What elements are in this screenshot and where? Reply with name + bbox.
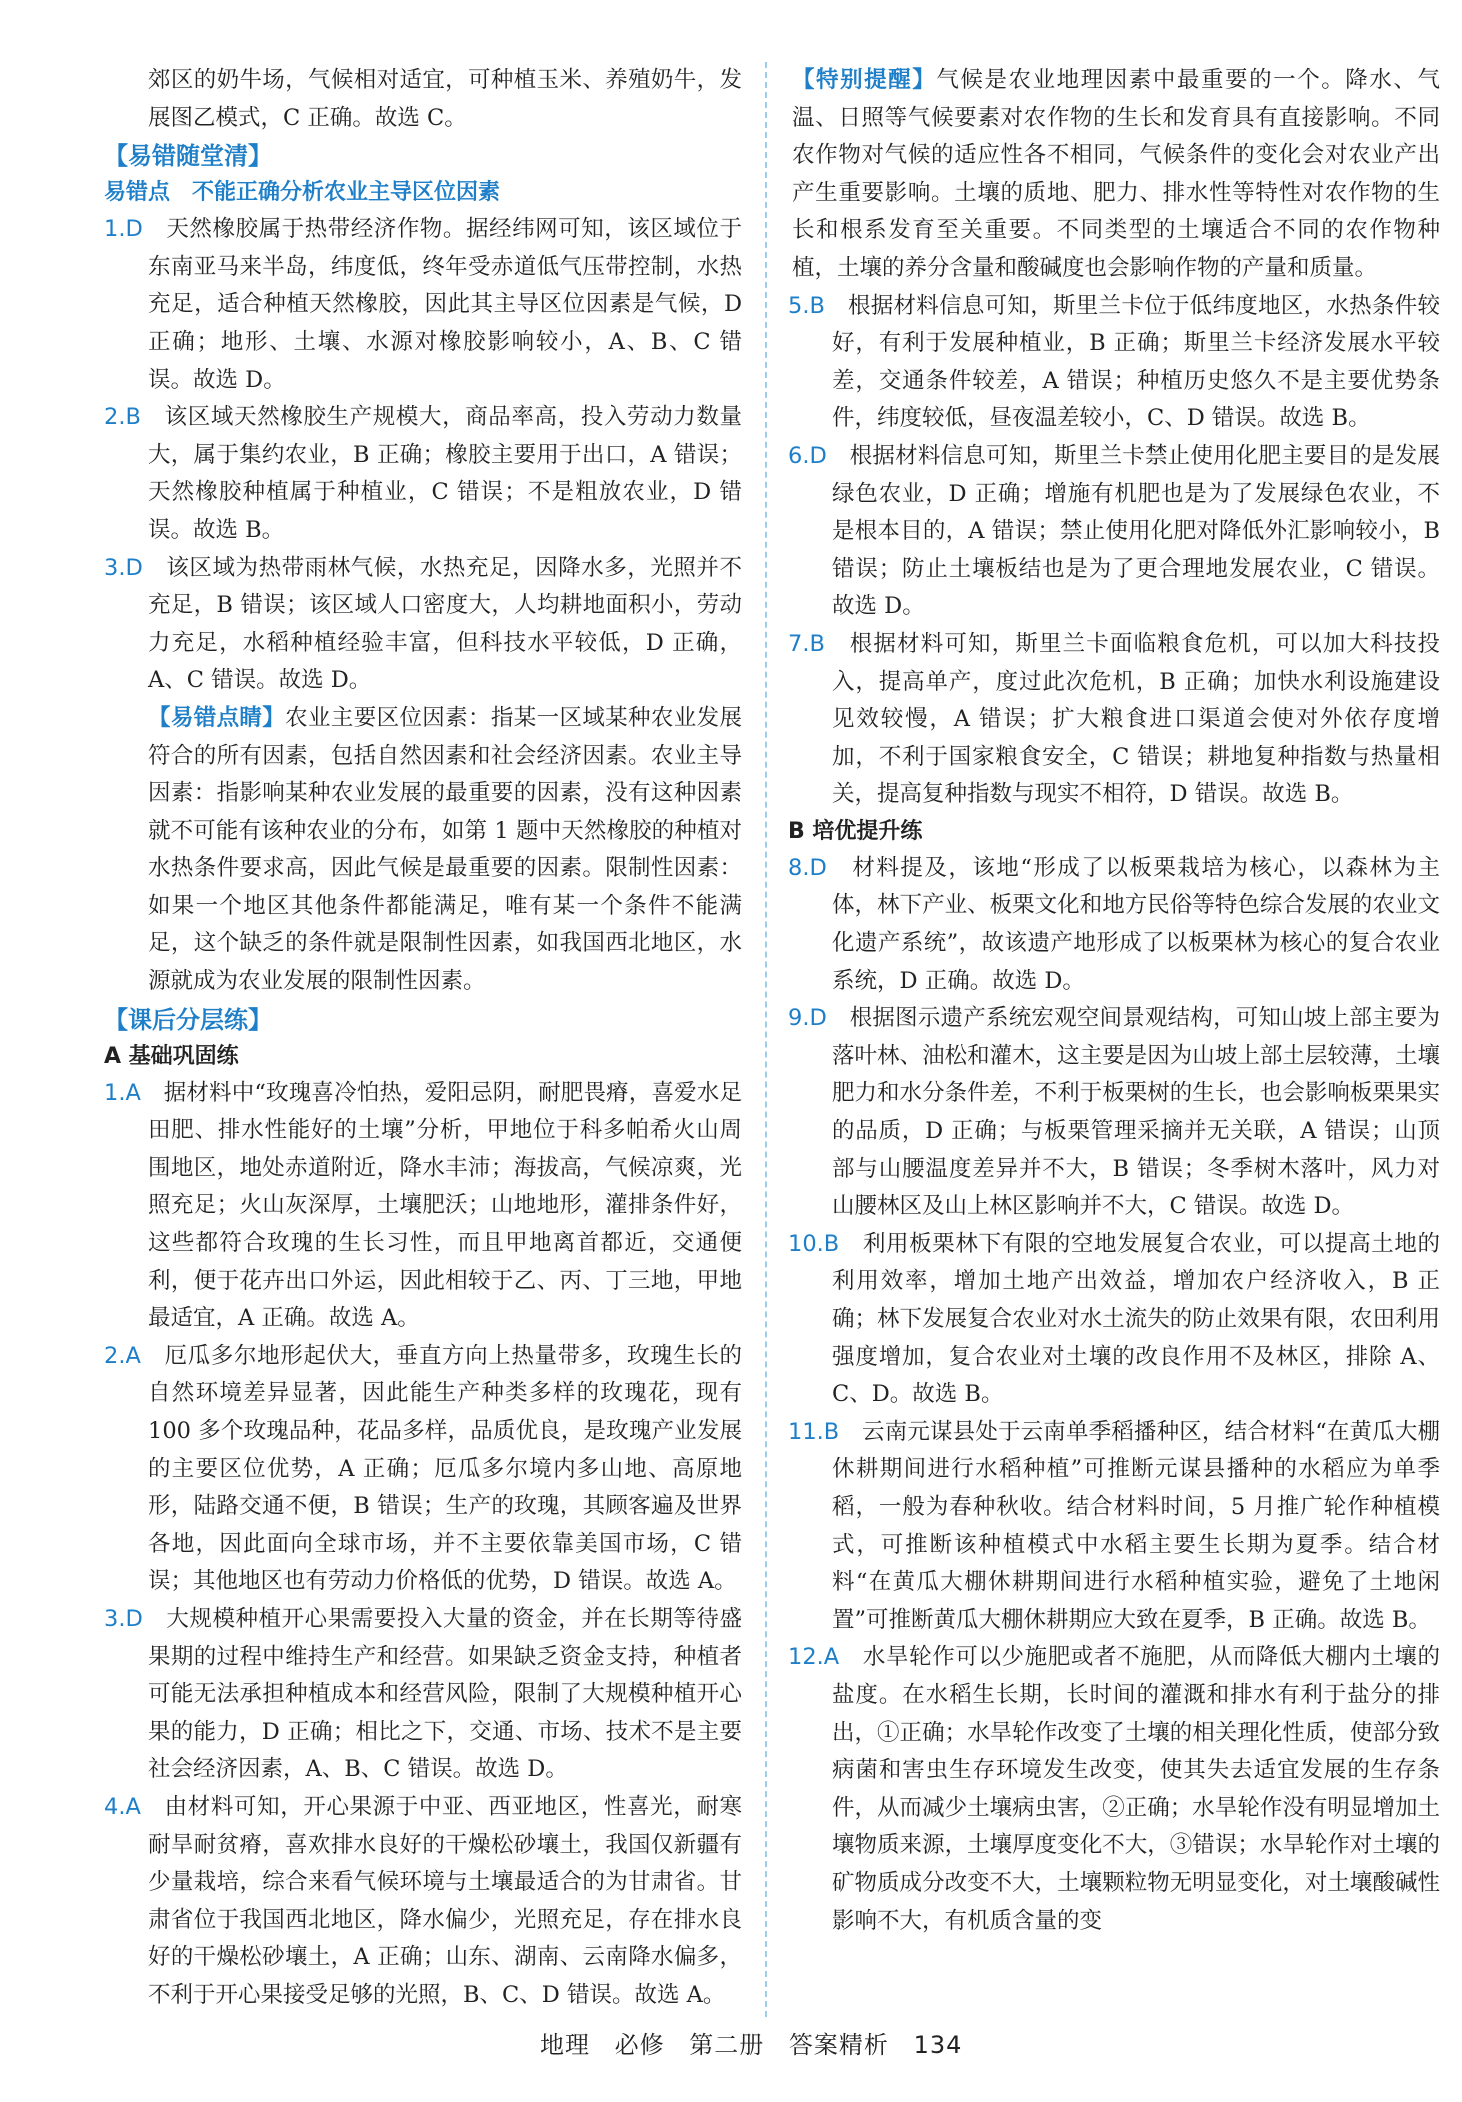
- page-footer: [540, 2025, 978, 2060]
- answer-item: [788, 626, 1440, 814]
- answer-number: 1.D: [104, 216, 143, 243]
- answer-number: 8.D: [788, 854, 827, 881]
- answer-number: 9.D: [788, 1005, 827, 1032]
- answer-number: 10.B: [788, 1230, 840, 1257]
- answer-number: 11.B: [788, 1418, 840, 1445]
- answer-number: 4.A: [104, 1793, 141, 1820]
- answer-number: 6.D: [788, 442, 827, 469]
- footer-type: 必修: [614, 2031, 665, 2059]
- answer-item: [104, 1789, 742, 2015]
- answer-text: 根据材料可知，斯里兰卡面临粮食危机，可以加大科技投入，提高单产，度过此次危机，B 正确；加快水利设施建设见效较慢，A 错误；扩大粮食进口渠道会使对外依存度增加，不利于国家粮食安全，C 错误；耕地复种指数与热量相关，提高复种指数与现实不相符，D 错误。故选 B。: [832, 630, 1440, 808]
- answer-item: [788, 1414, 1440, 1640]
- footer-subject: 地理: [540, 2031, 590, 2059]
- answer-text: 水旱轮作可以少施肥或者不施肥，从而降低大棚内土壤的盐度。在水稻生长期，长时间的灌溉和排水有利于盐分的排出，①正确；水旱轮作改变了土壤的相关理化性质，使部分致病菌和害虫生存环境发生改变，使其失去适宜发展的生存条件，从而减少土壤病虫害，②正确；水旱轮作没有明显增加土壤物质来源，土壤厚度变化不大，③错误；水旱轮作对土壤的矿物质成分改变不大，土壤颗粒物无明显变化，对土壤酸碱性影响不大，有机质含量的变: [832, 1644, 1440, 1934]
- answer-number: 7.B: [788, 630, 825, 657]
- answer-text: 云南元谋县处于云南单季稻播种区，结合材料“在黄瓜大棚休耕期间进行水稻种植”可推断元谋县播种的水稻应为单季稻，一般为春种秋收。结合材料时间，5 月推广轮作种植模式，可推断该种植模式中水稻主要生长期为夏季。结合材料“在黄瓜大棚休耕期间进行水稻种植实验，避免了土地闲置”可推断黄瓜大棚休耕期应大致在夏季，B 正确。故选 B。: [832, 1418, 1440, 1633]
- answer-number: 12.A: [788, 1644, 840, 1671]
- column-divider: [765, 62, 767, 2017]
- answer-text: 材料提及，该地“形成了以板栗栽培为核心，以森林为主体，林下产业、板栗文化和地方民俗等特色综合发展的农业文化遗产系统”，故该遗产地形成了以板栗林为核心的复合农业系统，D 正确。故选 D。: [832, 854, 1440, 994]
- footer-title: 答案精析: [788, 2031, 889, 2059]
- answer-number: 2.B: [104, 404, 141, 431]
- note-box: [104, 700, 742, 1001]
- section-title-errors: 【易错随堂清】: [104, 142, 272, 171]
- note-tag: 【特别提醒】: [792, 67, 937, 93]
- answer-number: 3.D: [104, 1605, 143, 1632]
- answer-text: 根据图示遗产系统宏观空间景观结构，可知山坡上部主要为落叶林、油松和灌木，这主要是因为山坡上部土层较薄，土壤肥力和水分条件差，不利于板栗树的生长，也会影响板栗果实的品质，D 正确；与板栗管理采摘并无关联，A 错误；山顶部与山腰温度差异并不大，B 错误；冬季树木落叶，风力对山腰林区及山上林区影响并不大，C 错误。故选 D。: [832, 1005, 1440, 1220]
- answer-item: [788, 1226, 1440, 1414]
- answer-number: 5.B: [788, 292, 825, 319]
- answer-item: [104, 1075, 742, 1338]
- error-point-title: 易错点 不能正确分析农业主导区位因素: [104, 180, 501, 206]
- answer-text: 由材料可知，开心果源于中亚、西亚地区，性喜光，耐寒耐旱耐贫瘠，喜欢排水良好的干燥松砂壤土，我国仅新疆有少量栽培，综合来看气候环境与土壤最适合的为甘肃省。甘肃省位于我国西北地区，降水偏少，光照充足，存在排水良好的干燥松砂壤土，A 正确；山东、湖南、云南降水偏多，不利于开心果接受足够的光照，B、C、D 错误。故选 A。: [148, 1793, 742, 2008]
- level-a-title: A 基础巩固练: [104, 1043, 239, 1069]
- answer-item: [788, 288, 1440, 438]
- right-column: [788, 62, 1440, 1940]
- answer-item: [788, 850, 1440, 1000]
- page-number: 134: [913, 2031, 963, 2059]
- answer-item: [788, 1000, 1440, 1226]
- answer-text: 大规模种植开心果需要投入大量的资金，并在长期等待盛果期的过程中维持生产和经营。如果缺乏资金支持，种植者可能无法承担种植成本和经营风险，限制了大规模种植开心果的能力，D 正确；相比之下，交通、市场、技术不是主要社会经济因素，A、B、C 错误。故选 D。: [148, 1605, 742, 1783]
- answer-number: 2.A: [104, 1342, 141, 1369]
- intro-text: 郊区的奶牛场，气候相对适宜，可种植玉米、养殖奶牛，发展图乙模式，C 正确。故选 C。: [148, 67, 742, 131]
- left-column: [104, 62, 742, 2015]
- note-box: [788, 62, 1440, 288]
- answer-text: 据材料中“玫瑰喜冷怕热，爱阳忌阴，耐肥畏瘠，喜爱水足田肥、排水性能好的土壤”分析，甲地位于科多帕希火山周围地区，地处赤道附近，降水丰沛；海拔高，气候凉爽，光照充足；火山灰深厚，土壤肥沃；山地地形，灌排条件好，这些都符合玫瑰的生长习性，而且甲地离首都近，交通便利，便于花卉出口外运，因此相较于乙、丙、丁三地，甲地最适宜，A 正确。故选 A。: [148, 1079, 742, 1332]
- answer-item: [104, 1338, 742, 1601]
- answer-item: [104, 1601, 742, 1789]
- answer-item: [104, 550, 742, 700]
- level-b-title: B 培优提升练: [788, 818, 923, 844]
- answer-text: 厄瓜多尔地形起伏大，垂直方向上热量带多，玫瑰生长的自然环境差异显著，因此能生产种类多样的玫瑰花，现有 100 多个玫瑰品种，花品多样，品质优良，是玫瑰产业发展的主要区位优势，A 正确；厄瓜多尔境内多山地、高原地形，陆路交通不便，B 错误；生产的玫瑰，其顾客遍及世界各地，因此面向全球市场，并不主要依靠美国市场，C 错误；其他地区也有劳动力价格低的优势，D 错误。故选 A。: [148, 1342, 742, 1595]
- section-title-homework: 【课后分层练】: [104, 1005, 272, 1034]
- footer-volume: 第二册: [689, 2031, 765, 2059]
- answer-text: 该区域为热带雨林气候，水热充足，因降水多，光照并不充足，B 错误；该区域人口密度大，人均耕地面积小，劳动力充足，水稻种植经验丰富，但科技水平较低，D 正确，A、C 错误。故选 D。: [148, 554, 742, 694]
- answer-number: 3.D: [104, 554, 143, 581]
- note-text: 气候是农业地理因素中最重要的一个。降水、气温、日照等气候要素对农作物的生长和发育具有直接影响。不同农作物对气候的适应性各不相同，气候条件的变化会对农业产出产生重要影响。土壤的质地、肥力、排水性等特性对农作物的生长和根系发育至关重要。不同类型的土壤适合不同的农作物种植，土壤的养分含量和酸碱度也会影响作物的产量和质量。: [792, 67, 1440, 281]
- answer-item: [788, 1639, 1440, 1940]
- answer-item: [104, 399, 742, 549]
- answer-text: 利用板栗林下有限的空地发展复合农业，可以提高土地的利用效率，增加土地产出效益，增加农户经济收入，B 正确；林下发展复合农业对水土流失的防止效果有限，农田利用强度增加，复合农业对土壤的改良作用不及林区，排除 A、C、D。故选 B。: [832, 1230, 1440, 1408]
- answer-text: 天然橡胶属于热带经济作物。据经纬网可知，该区域位于东南亚马来半岛，纬度低，终年受赤道低气压带控制，水热充足，适合种植天然橡胶，因此其主导区位因素是气候，D 正确；地形、土壤、水源对橡胶影响较小，A、B、C 错误。故选 D。: [148, 216, 742, 393]
- answer-text: 该区域天然橡胶生产规模大，商品率高，投入劳动力数量大，属于集约农业，B 正确；橡胶主要用于出口，A 错误；天然橡胶种植属于种植业，C 错误；不是粗放农业，D 错误。故选 B。: [148, 404, 742, 543]
- note-text: 农业主要区位因素：指某一区域某种农业发展符合的所有因素，包括自然因素和社会经济因素。农业主导因素：指影响某种农业发展的最重要的因素，没有这种因素就不可能有该种农业的分布，如第 1 题中天然橡胶的种植对水热条件要求高，因此气候是最重要的因素。限制性因素：如果一个地区其他条件都能满足，唯有某一个条件不能满足，这个缺乏的条件就是限制性因素，如我国西北地区，水源就成为农业发展的限制性因素。: [148, 704, 742, 995]
- answer-number: 1.A: [104, 1079, 141, 1106]
- answer-item: [104, 211, 742, 399]
- answer-text: 根据材料信息可知，斯里兰卡位于低纬度地区，水热条件较好，有利于发展种植业，B 正确；斯里兰卡经济发展水平较差，交通条件较差，A 错误；种植历史悠久不是主要优势条件，纬度较低，昼夜温差较小，C、D 错误。故选 B。: [832, 292, 1440, 432]
- answer-text: 根据材料信息可知，斯里兰卡禁止使用化肥主要目的是发展绿色农业，D 正确；增施有机肥也是为了发展绿色农业，不是根本目的，A 错误；禁止使用化肥对降低外汇影响较小，B 错误；防止土壤板结也是为了更合理地发展农业，C 错误。故选 D。: [832, 442, 1440, 620]
- note-tag: 【易错点睛】: [148, 704, 286, 731]
- answer-item: [788, 438, 1440, 626]
